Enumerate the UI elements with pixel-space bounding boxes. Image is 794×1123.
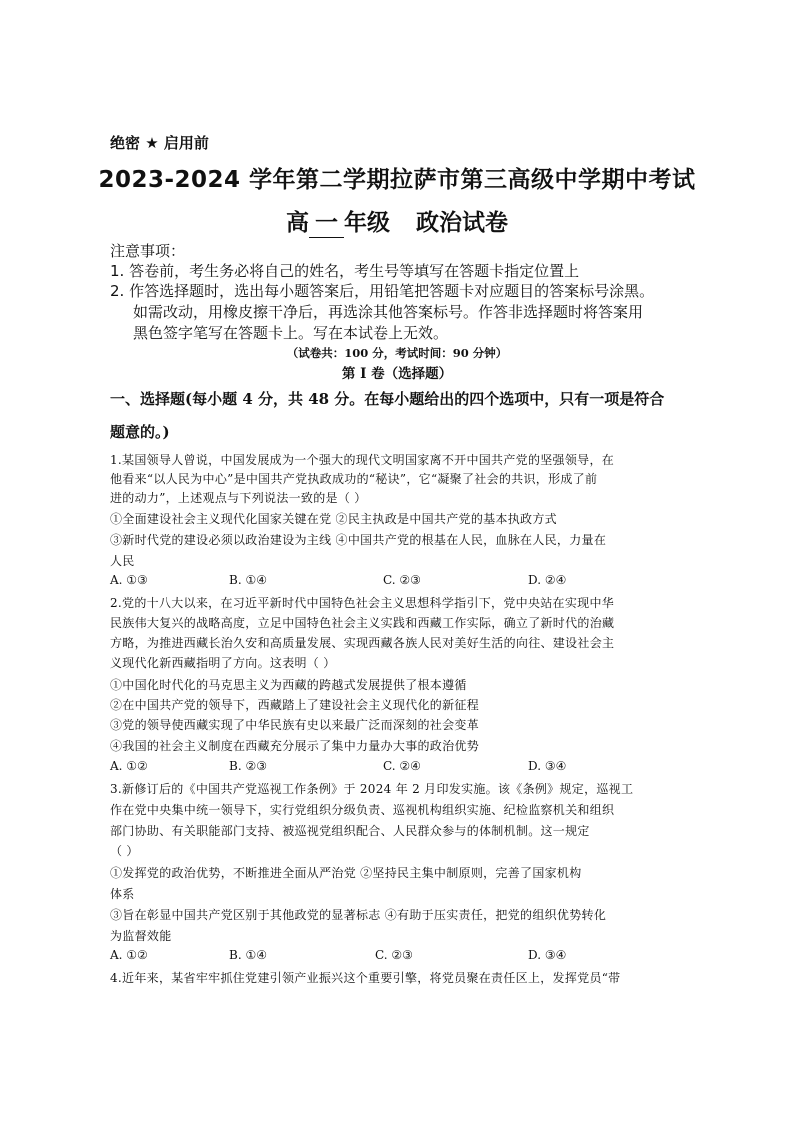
question-3-text: （ ） — [110, 844, 139, 858]
question-1-text: 进的动力”，上述观点与下列说法一致的是（ ） — [110, 491, 367, 505]
option-c: C. ②③ — [383, 573, 421, 587]
question-1-statement: ①全面建设社会主义现代化国家关键在党 ②民主执政是中国共产党的基本执政方式 — [110, 512, 557, 526]
question-1-statement: ③新时代党的建设必须以政治建设为主线 ④中国共产党的根基在人民，血脉在人民，力量在 — [110, 533, 607, 547]
option-a: A. ①③ — [110, 573, 148, 587]
option-b: B. ②③ — [229, 759, 267, 773]
exam-subtitle — [0, 204, 794, 238]
option-b: B. ①④ — [229, 573, 267, 587]
question-2-statement: ①中国化时代化的马克思主义为西藏的跨越式发展提供了根本遵循 — [110, 678, 467, 692]
question-3-statement: ①发挥党的政治优势，不断推进全面从严治党 ②坚持民主集中制原则，完善了国家机构 — [110, 866, 582, 880]
question-2-statement: ②在中国共产党的领导下，西藏踏上了建设社会主义现代化的新征程 — [110, 698, 480, 712]
question-3-statement: 体系 — [110, 887, 135, 901]
confidential-label: 绝密 ★ 启用前 — [110, 134, 209, 152]
option-c: C. ②③ — [375, 948, 413, 962]
option-d: D. ②④ — [528, 573, 567, 587]
question-1-text: 他看来“以人民为中心”是中国共产党执政成功的“秘诀”，它“凝聚了社会的共识，形成了前 — [110, 472, 598, 486]
question-2-statement: ④我国的社会主义制度在西藏充分展示了集中力量办大事的政治优势 — [110, 739, 480, 753]
option-a: A. ①② — [110, 759, 148, 773]
grade-blank: 一 — [309, 204, 344, 238]
option-b: B. ①④ — [229, 948, 267, 962]
part-heading: 一、选择题(每小题 4 分，共 48 分。在每小题给出的四个选项中，只有一项是符合 — [110, 390, 665, 408]
option-d: D. ③④ — [528, 759, 567, 773]
question-2-text: 民族伟大复兴的战略高度，立足中国特色社会主义实践和西藏工作实际，确立了新时代的治藏 — [110, 616, 615, 630]
question-4-text: 4.近年来，某省牢牢抓住党建引领产业振兴这个重要引擎，将党员聚在责任区上，发挥党员“带 — [110, 971, 621, 985]
part-heading-cont: 题意的。) — [110, 423, 170, 441]
subtitle-prefix: 高 — [286, 210, 309, 236]
subtitle-grade-word: 年级 — [344, 210, 390, 236]
exam-title: 2023-2024 学年第二学期拉萨市第三高级中学期中考试 — [98, 167, 696, 193]
notice-line: 1. 答卷前，考生务必将自己的姓名，考生号等填写在答题卡指定位置上 — [110, 262, 580, 280]
question-2-text: 2.党的十八大以来，在习近平新时代中国特色社会主义思想科学指引下，党中央站在实现中华 — [110, 596, 615, 610]
question-3-statement: ③旨在彰显中国共产党区别于其他政党的显著标志 ④有助于压实责任，把党的组织优势转化 — [110, 908, 607, 922]
section-title: 第 I 卷（选择题） — [341, 366, 453, 382]
question-2-statement: ③党的领导使西藏实现了中华民族有史以来最广泛而深刻的社会变革 — [110, 718, 480, 732]
question-1-statement: 人民 — [110, 554, 135, 568]
option-c: C. ②④ — [383, 759, 421, 773]
question-2-text: 义现代化新西藏指明了方向。这表明（ ） — [110, 656, 336, 670]
option-d: D. ③④ — [528, 948, 567, 962]
question-3-text: 3.新修订后的《中国共产党巡视工作条例》于 2024 年 2 月印发实施。该《条例》规定，巡视工 — [110, 782, 634, 796]
notice-line: 2. 作答选择题时，选出每小题答案后，用铅笔把答题卡对应题目的答案标号涂黑。 — [110, 282, 655, 300]
notice-heading: 注意事项： — [110, 242, 186, 260]
exam-info: （试卷共：100 分，考试时间：90 分钟） — [286, 346, 508, 360]
question-3-text: 作在党中央集中统一领导下，实行党组织分级负责、巡视机构组织实施、纪检监察机关和组织 — [110, 803, 615, 817]
subject-title: 政治试卷 — [416, 210, 508, 236]
question-3-text: 部门协助、有关职能部门支持、被巡视党组织配合、人民群众参与的体制机制。这一规定 — [110, 824, 590, 838]
option-a: A. ①② — [110, 948, 148, 962]
notice-line: 黑色签字笔写在答题卡上。写在本试卷上无效。 — [133, 324, 449, 342]
question-2-text: 方略，为推进西藏长治久安和高质量发展、实现西藏各族人民对美好生活的向往、建设社会主 — [110, 636, 615, 650]
question-3-statement: 为监督效能 — [110, 929, 172, 943]
question-1-text: 1.某国领导人曾说，中国发展成为一个强大的现代文明国家离不开中国共产党的坚强领导，在 — [110, 453, 615, 467]
notice-line: 如需改动，用橡皮擦干净后，再选涂其他答案标号。作答非选择题时将答案用 — [133, 303, 644, 321]
